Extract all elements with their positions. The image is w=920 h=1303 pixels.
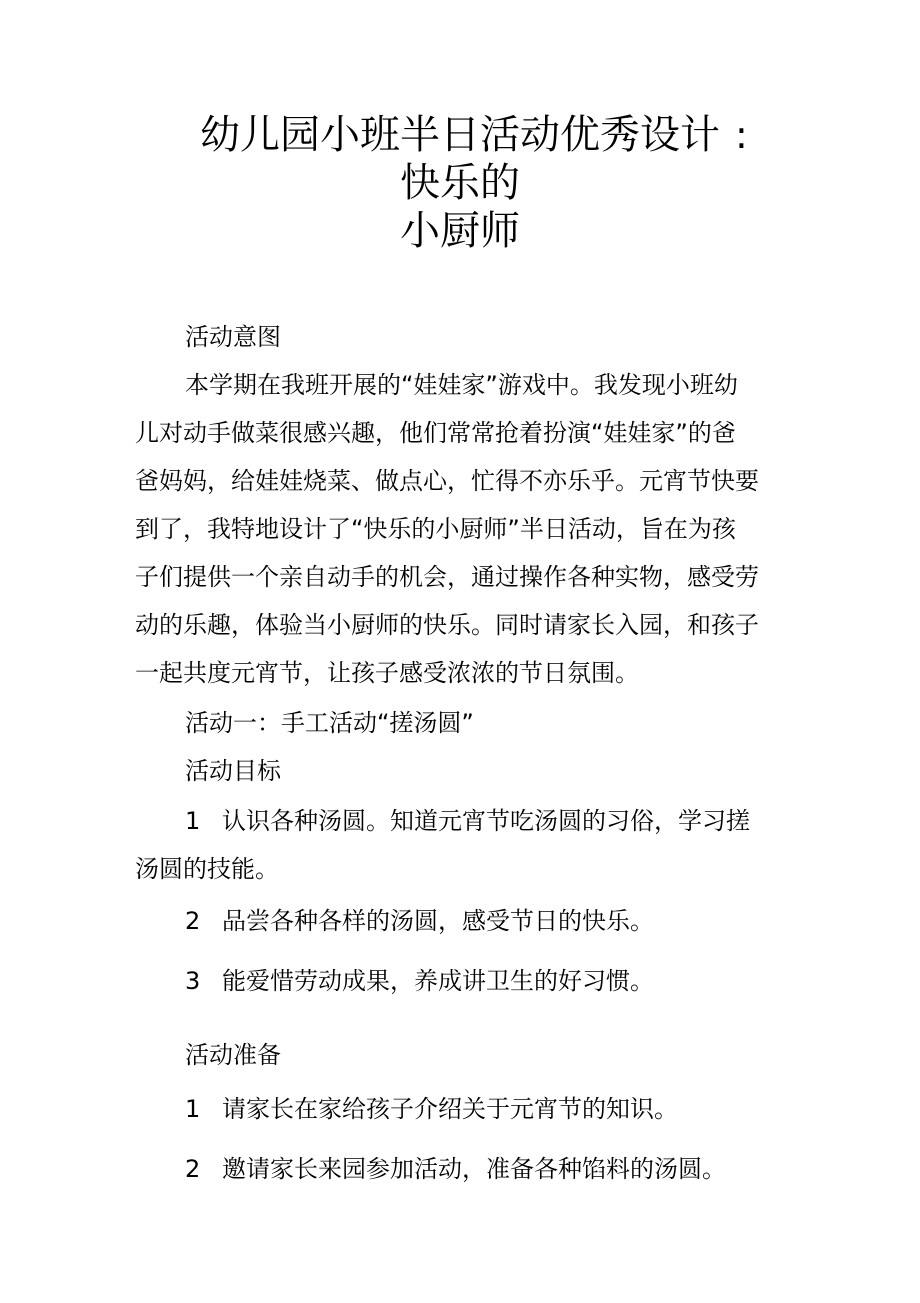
prep-number: 2 <box>185 1155 201 1183</box>
goal-number: 2 <box>185 907 201 935</box>
paragraph-line: 动的乐趣，体验当小厨师的快乐。同时请家长入园，和孩子 <box>135 611 759 639</box>
prep-text: 请家长在家给孩子介绍关于元宵节的知识。 <box>222 1095 678 1123</box>
title-text-1: 幼儿园小班半日活动优秀设计 <box>200 112 720 158</box>
goal-number: 3 <box>185 967 201 995</box>
paragraph-line: 一起共度元宵节，让孩子感受浓浓的节日氛围。 <box>135 659 639 687</box>
section-heading-activity-1: 活动一：手工活动“搓汤圆” <box>185 709 474 737</box>
goal-item-3 <box>185 966 654 996</box>
section-heading-intent: 活动意图 <box>185 323 281 351</box>
goal-item-1-continuation: 汤圆的技能。 <box>135 855 279 883</box>
title-line-1 <box>0 112 920 158</box>
section-heading-goals: 活动目标 <box>185 757 281 785</box>
goal-text: 认识各种汤圆。知道元宵节吃汤圆的习俗，学习搓 <box>222 807 750 835</box>
paragraph-line: 爸妈妈，给娃娃烧菜、做点心，忙得不亦乐乎。元宵节快要 <box>135 467 759 495</box>
goal-text: 能爱惜劳动成果，养成讲卫生的好习惯。 <box>222 967 654 995</box>
section-heading-preparation: 活动准备 <box>185 1041 281 1069</box>
paragraph-line: 到了，我特地设计了“快乐的小厨师”半日活动，旨在为孩 <box>135 515 736 543</box>
paragraph-line: 子们提供一个亲自动手的机会，通过操作各种实物，感受劳 <box>135 563 759 591</box>
prep-number: 1 <box>185 1095 201 1123</box>
prep-text: 邀请家长来园参加活动，准备各种馅料的汤圆。 <box>222 1155 726 1183</box>
title-line-3: 小厨师 <box>400 208 520 254</box>
goal-item-2 <box>185 906 654 936</box>
paragraph-line: 本学期在我班开展的“娃娃家”游戏中。我发现小班幼 <box>185 371 738 399</box>
goal-number: 1 <box>185 807 201 835</box>
prep-item-1 <box>185 1094 678 1124</box>
paragraph-line: 儿对动手做菜很感兴趣，他们常常抢着扮演“娃娃家”的爸 <box>135 419 736 447</box>
prep-item-2 <box>185 1154 726 1184</box>
title-line-2: 快乐的 <box>400 160 520 206</box>
goal-text: 品尝各种各样的汤圆，感受节日的快乐。 <box>222 907 654 935</box>
goal-item-1 <box>185 806 750 836</box>
title-colon: : <box>735 113 748 157</box>
